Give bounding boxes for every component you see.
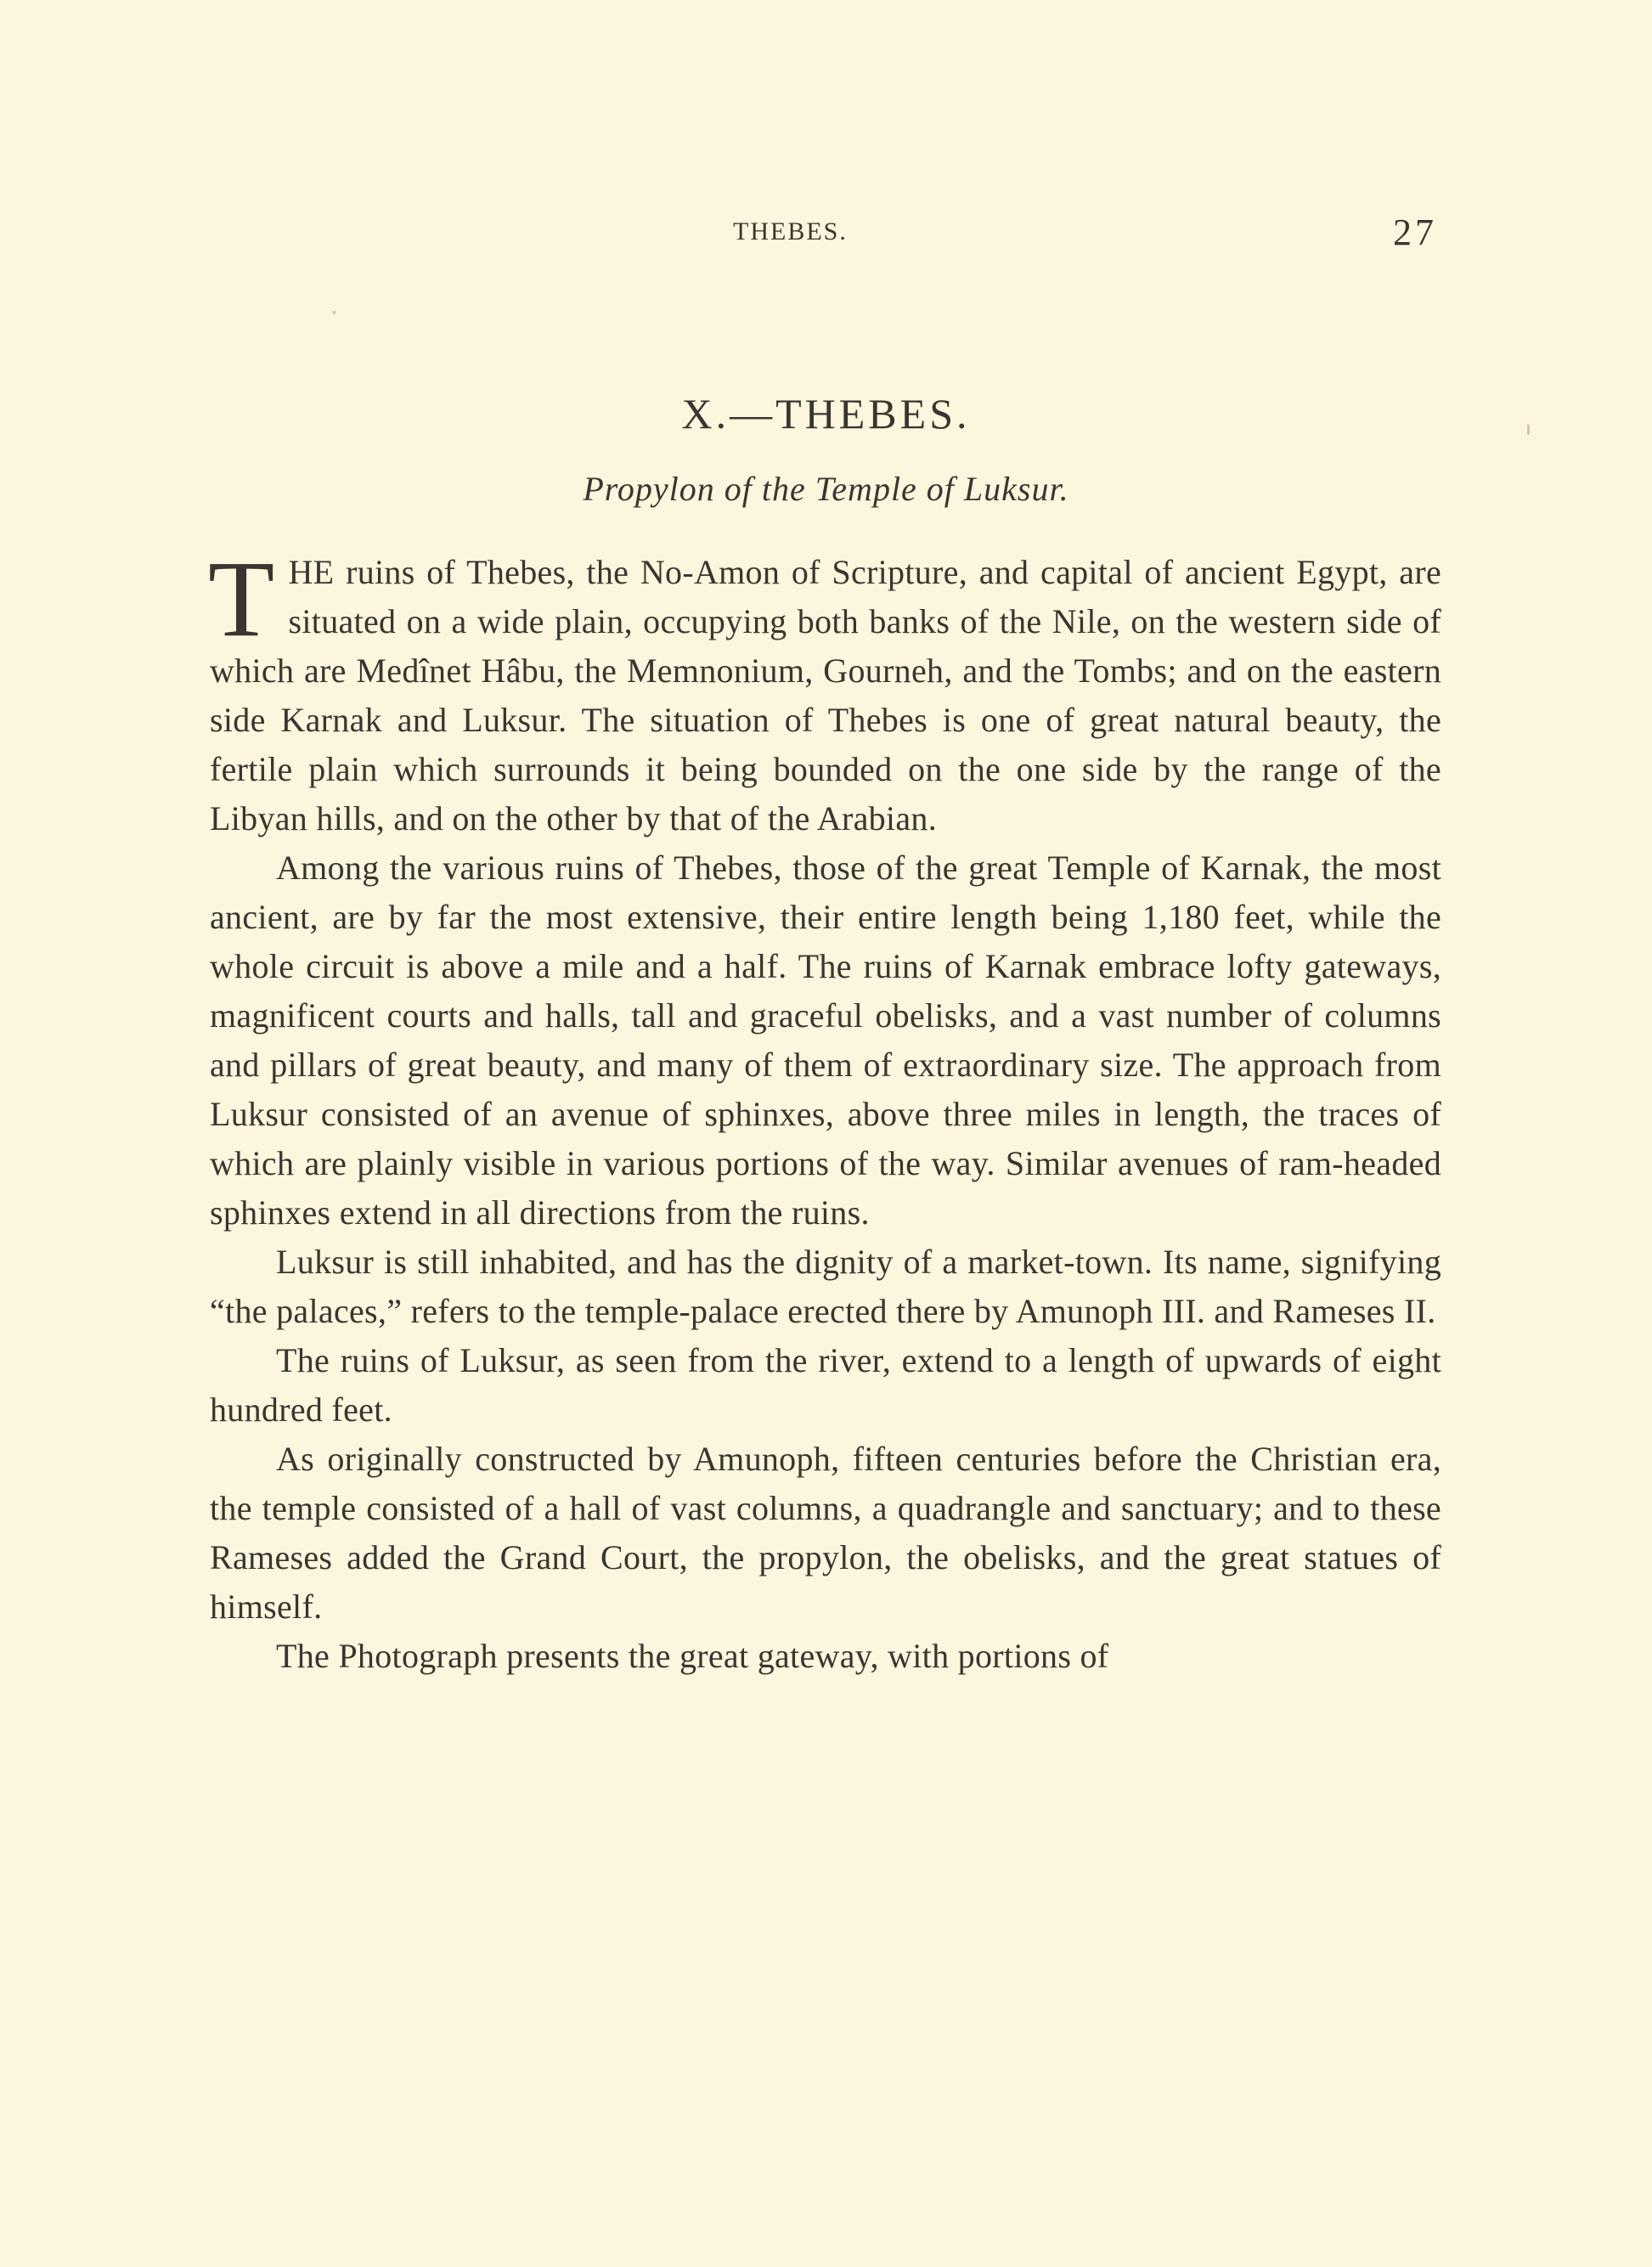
paragraph-1-text: HE ruins of Thebes, the No-Amon of Scripture, and capital of ancient Egypt, are situated on a wide plain, occupying both banks of the Nile, on the western side of which are Medînet Hâbu, the Memnonium, Gourneh, and the Tombs; and on the eastern side Karnak and Luksur. The situation of Thebes is one of great natural beauty, the fertile plain which surrounds it being bounded on the one side by the range of the Libyan hills, and on the other by that of the Arabian. (210, 553, 1441, 837)
running-head (0, 212, 1652, 263)
chapter-title: X.—THEBES. (681, 390, 971, 437)
paragraph-1 (208, 539, 1441, 843)
paragraph-4: The ruins of Luksur, as seen from the river, extend to a length of upwards of eight hundred feet. (210, 1341, 1441, 1429)
drop-cap: T (208, 539, 275, 659)
paragraph-3: Luksur is still inhabited, and has the dignity of a market-town. Its name, signifying “the palaces,” refers to the temple-palace erected there by Amunoph III. and Rameses II. (210, 1243, 1441, 1330)
page-number: 27 (1393, 211, 1437, 253)
running-title: THEBES. (733, 217, 848, 245)
chapter-subtitle: Propylon of the Temple of Luksur. (583, 470, 1069, 508)
paragraph-6: The Photograph presents the great gateway, with portions of (276, 1637, 1109, 1675)
paragraph-5: As originally constructed by Amunoph, fifteen centuries before the Christian era, the temple consisted of a hall of vast columns, a quadrangle and sanctuary; and to these Rameses added the Grand Court, the propylon, the obelisks, and the great statues of himself. (210, 1440, 1441, 1626)
scan-speck (1527, 425, 1530, 435)
paragraph-2: Among the various ruins of Thebes, those of the great Temple of Karnak, the most ancient, are by far the most extensive, their entire length being 1,180 feet, while the whole circuit is above a mile and a half. The ruins of Karnak embrace lofty gateways, magnificent courts and halls, tall and graceful obelisks, and a vast number of columns and pillars of great beauty, and many of them of extraordinary size. The approach from Luksur consisted of an avenue of sphinxes, above three miles in length, the traces of which are plainly visible in various portions of the way. Similar avenues of ram-headed sphinxes extend in all directions from the ruins. (210, 849, 1441, 1232)
body-text (208, 539, 1441, 1681)
scan-speck (333, 311, 335, 314)
